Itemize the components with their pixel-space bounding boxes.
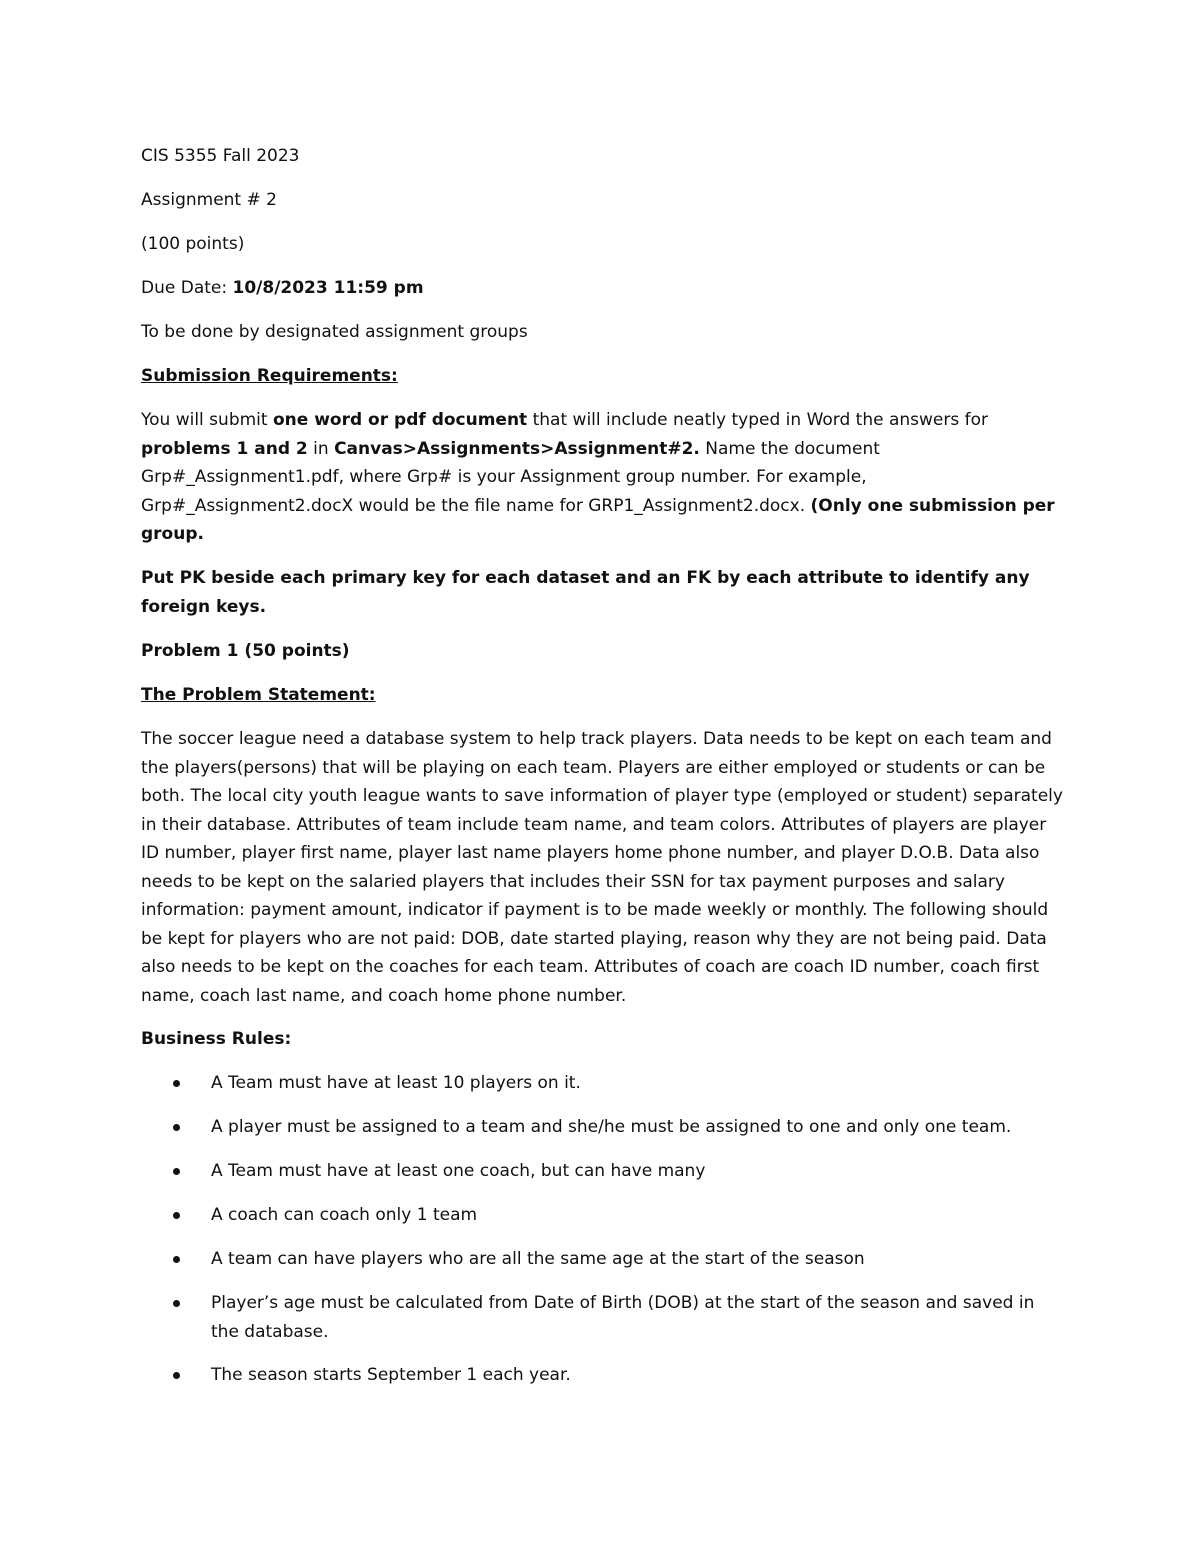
- bullet-icon: [173, 1212, 180, 1219]
- bullet-icon: [173, 1080, 180, 1087]
- submission-paragraph: You will submit one word or pdf document that will include neatly typed in Word the answers for problems 1 and 2 in Canvas>Assignments>Assignment#2. Name the document Grp#_Assignment1.pdf, where Grp# is your Assignment group number. For example, Grp#_Assignment2.docX would be the file name for GRP1_Assignment2.docx. (Only one submission per group.: [141, 410, 1055, 544]
- list-item: A Team must have at least 10 players on it.: [211, 1069, 1066, 1098]
- list-item: A team can have players who are all the same age at the start of the season: [211, 1245, 1066, 1274]
- list-item: Player’s age must be calculated from Date of Birth (DOB) at the start of the season and saved in the database.: [211, 1289, 1066, 1346]
- bullet-icon: [173, 1256, 180, 1263]
- groups-text: To be done by designated assignment groups: [141, 322, 528, 342]
- course-title: CIS 5355 Fall 2023: [141, 146, 300, 166]
- due-date-value: 10/8/2023 11:59 pm: [232, 278, 424, 298]
- list-item: A coach can coach only 1 team: [211, 1201, 1066, 1230]
- list-item: The season starts September 1 each year.: [211, 1361, 1066, 1390]
- business-rules-heading: Business Rules:: [141, 1029, 292, 1049]
- bullet-icon: [173, 1300, 180, 1307]
- submission-heading: Submission Requirements:: [141, 366, 398, 386]
- due-date: [141, 274, 424, 303]
- assignment-title: Assignment # 2: [141, 190, 277, 210]
- list-item: A player must be assigned to a team and she/he must be assigned to one and only one team.: [211, 1113, 1066, 1142]
- problem-statement: The soccer league need a database system to help track players. Data needs to be kept on each team and the players(persons) that will be playing on each team. Players are either employed or students or can be both. The local city youth league wants to save information of player type (employed or student) separately in their database. Attributes of team include team name, and team colors. Attributes of players are player ID number, player first name, player last name players home phone number, and player D.O.B. Data also needs to be kept on the salaried players that includes their SSN for tax payment purposes and salary information: payment amount, indicator if payment is to be made weekly or monthly. The following should be kept for players who are not paid: DOB, date started playing, reason why they are not being paid. Data also needs to be kept on the coaches for each team. Attributes of coach are coach ID number, coach first name, coach last name, and coach home phone number.: [141, 729, 1063, 1006]
- list-item: A Team must have at least one coach, but can have many: [211, 1157, 1066, 1186]
- pk-fk-instruction: Put PK beside each primary key for each dataset and an FK by each attribute to identify any foreign keys.: [141, 568, 1030, 617]
- points-text: (100 points): [141, 234, 245, 254]
- problem1-title: Problem 1 (50 points): [141, 641, 350, 661]
- bullet-icon: [173, 1168, 180, 1175]
- problem-statement-heading: The Problem Statement:: [141, 685, 376, 705]
- due-date-label: Due Date:: [141, 278, 233, 298]
- bullet-icon: [173, 1124, 180, 1131]
- bullet-icon: [173, 1372, 180, 1379]
